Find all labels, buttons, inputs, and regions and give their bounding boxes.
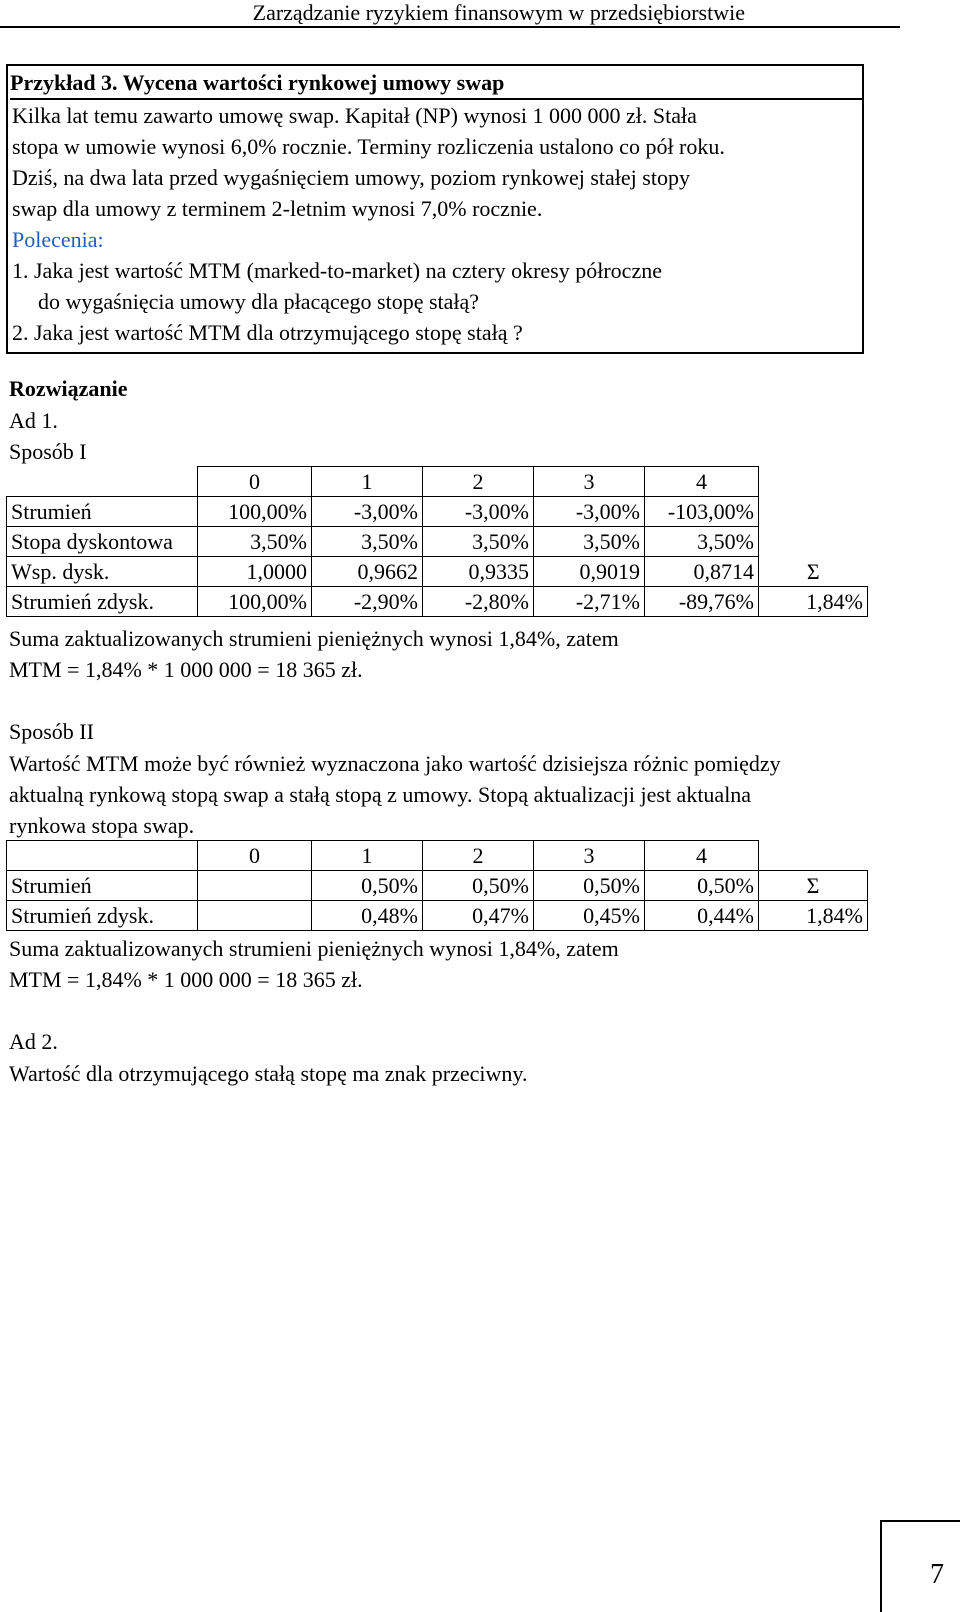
task-box: [6, 64, 864, 354]
table-cell: -2,90%: [312, 587, 423, 617]
method2-text: rynkowa stopa swap.: [9, 813, 195, 838]
method2-table: [6, 840, 868, 931]
period-cell: 4: [645, 467, 759, 497]
table-cell: [198, 871, 312, 901]
solution-heading: Rozwiązanie: [9, 376, 128, 401]
task-line: swap dla umowy z terminem 2-letnim wynosi 7,0% rocznie.: [12, 196, 543, 221]
method2-summary: Suma zaktualizowanych strumieni pieniężnych wynosi 1,84%, zatem: [9, 936, 619, 961]
table-row: [7, 587, 868, 617]
table-cell: 0,45%: [534, 901, 645, 931]
table-cell: 0,50%: [645, 871, 759, 901]
table-row: [7, 497, 868, 527]
table-cell: 0,47%: [423, 901, 534, 931]
table-cell: -89,76%: [645, 587, 759, 617]
table-cell: -2,80%: [423, 587, 534, 617]
table-cell: 0,50%: [534, 871, 645, 901]
table-cell: 0,48%: [312, 901, 423, 931]
table-cell: 3,50%: [423, 527, 534, 557]
sum-cell: 1,84%: [759, 587, 868, 617]
method1-label: Sposób I: [9, 439, 87, 464]
method2-label: Sposób II: [9, 719, 94, 744]
row-label: Wsp. dysk.: [7, 557, 198, 587]
table-cell: 3,50%: [312, 527, 423, 557]
table-cell: -2,71%: [534, 587, 645, 617]
table-row: [7, 871, 868, 901]
table-cell: [198, 901, 312, 931]
page-number: 7: [930, 1559, 944, 1590]
row-label: Stopa dyskontowa: [7, 527, 198, 557]
table-cell: 0,50%: [423, 871, 534, 901]
page-corner-rule: [880, 1520, 960, 1522]
method2-text: aktualną rynkową stopą swap a stałą stopą z umowy. Stopą aktualizacji jest aktualna: [9, 782, 752, 807]
task-title: Przykład 3. Wycena wartości rynkowej umowy swap: [10, 68, 862, 100]
ad1-label: Ad 1.: [9, 408, 58, 433]
sigma-symbol: Σ: [759, 871, 868, 901]
method2-result: MTM = 1,84% * 1 000 000 = 18 365 zł.: [9, 967, 363, 992]
period-cell: 2: [423, 841, 534, 871]
method1-table: [6, 466, 868, 617]
table-cell: -3,00%: [312, 497, 423, 527]
table-header-row: [7, 841, 868, 871]
period-cell: 4: [645, 841, 759, 871]
page-corner-rule: [880, 1520, 882, 1612]
period-cell: 2: [423, 467, 534, 497]
period-cell: 1: [312, 841, 423, 871]
table-cell: -3,00%: [423, 497, 534, 527]
header-title: Zarządzanie ryzykiem finansowym w przedsiębiorstwie: [252, 0, 745, 25]
table-cell: 100,00%: [198, 587, 312, 617]
row-label: Strumień zdysk.: [7, 901, 198, 931]
command-item: 2. Jaka jest wartość MTM dla otrzymującego stopę stałą ?: [12, 320, 523, 345]
table-cell: 0,9335: [423, 557, 534, 587]
method2-text: Wartość MTM może być również wyznaczona jako wartość dzisiejsza różnic pomiędzy: [9, 751, 781, 776]
table-cell: 1,0000: [198, 557, 312, 587]
table-cell: 0,9019: [534, 557, 645, 587]
method1-summary: Suma zaktualizowanych strumieni pieniężnych wynosi 1,84%, zatem: [9, 626, 619, 651]
task-line: Dziś, na dwa lata przed wygaśnięciem umowy, poziom rynkowej stałej stopy: [12, 165, 690, 190]
command-item: do wygaśnięcia umowy dla płacącego stopę stałą?: [38, 289, 480, 314]
table-row: [7, 557, 868, 587]
ad2-label: Ad 2.: [9, 1029, 58, 1054]
table-cell: 0,44%: [645, 901, 759, 931]
table-header-row: [7, 467, 868, 497]
page-header: [0, 0, 900, 28]
row-label: Strumień zdysk.: [7, 587, 198, 617]
commands-label: Polecenia:: [12, 227, 104, 252]
period-cell: 3: [534, 841, 645, 871]
table-cell: 0,9662: [312, 557, 423, 587]
table-cell: 0,50%: [312, 871, 423, 901]
table-cell: 0,8714: [645, 557, 759, 587]
table-cell: 3,50%: [534, 527, 645, 557]
period-cell: 1: [312, 467, 423, 497]
task-line: stopa w umowie wynosi 6,0% rocznie. Terminy rozliczenia ustalono co pół roku.: [12, 134, 725, 159]
table-cell: -103,00%: [645, 497, 759, 527]
row-label: Strumień: [7, 497, 198, 527]
table-cell: 100,00%: [198, 497, 312, 527]
table-row: [7, 901, 868, 931]
table-row: [7, 527, 868, 557]
command-item: 1. Jaka jest wartość MTM (marked-to-market) na cztery okresy półroczne: [12, 258, 662, 283]
task-body: [12, 100, 725, 348]
period-cell: 0: [198, 467, 312, 497]
ad2-text: Wartość dla otrzymującego stałą stopę ma znak przeciwny.: [9, 1061, 528, 1086]
sum-cell: 1,84%: [759, 901, 868, 931]
period-cell: 0: [198, 841, 312, 871]
row-label: Strumień: [7, 871, 198, 901]
period-cell: 3: [534, 467, 645, 497]
table-cell: -3,00%: [534, 497, 645, 527]
method1-result: MTM = 1,84% * 1 000 000 = 18 365 zł.: [9, 657, 363, 682]
sigma-symbol: Σ: [806, 558, 820, 584]
table-cell: 3,50%: [198, 527, 312, 557]
task-line: Kilka lat temu zawarto umowę swap. Kapitał (NP) wynosi 1 000 000 zł. Stała: [12, 103, 697, 128]
table-cell: 3,50%: [645, 527, 759, 557]
